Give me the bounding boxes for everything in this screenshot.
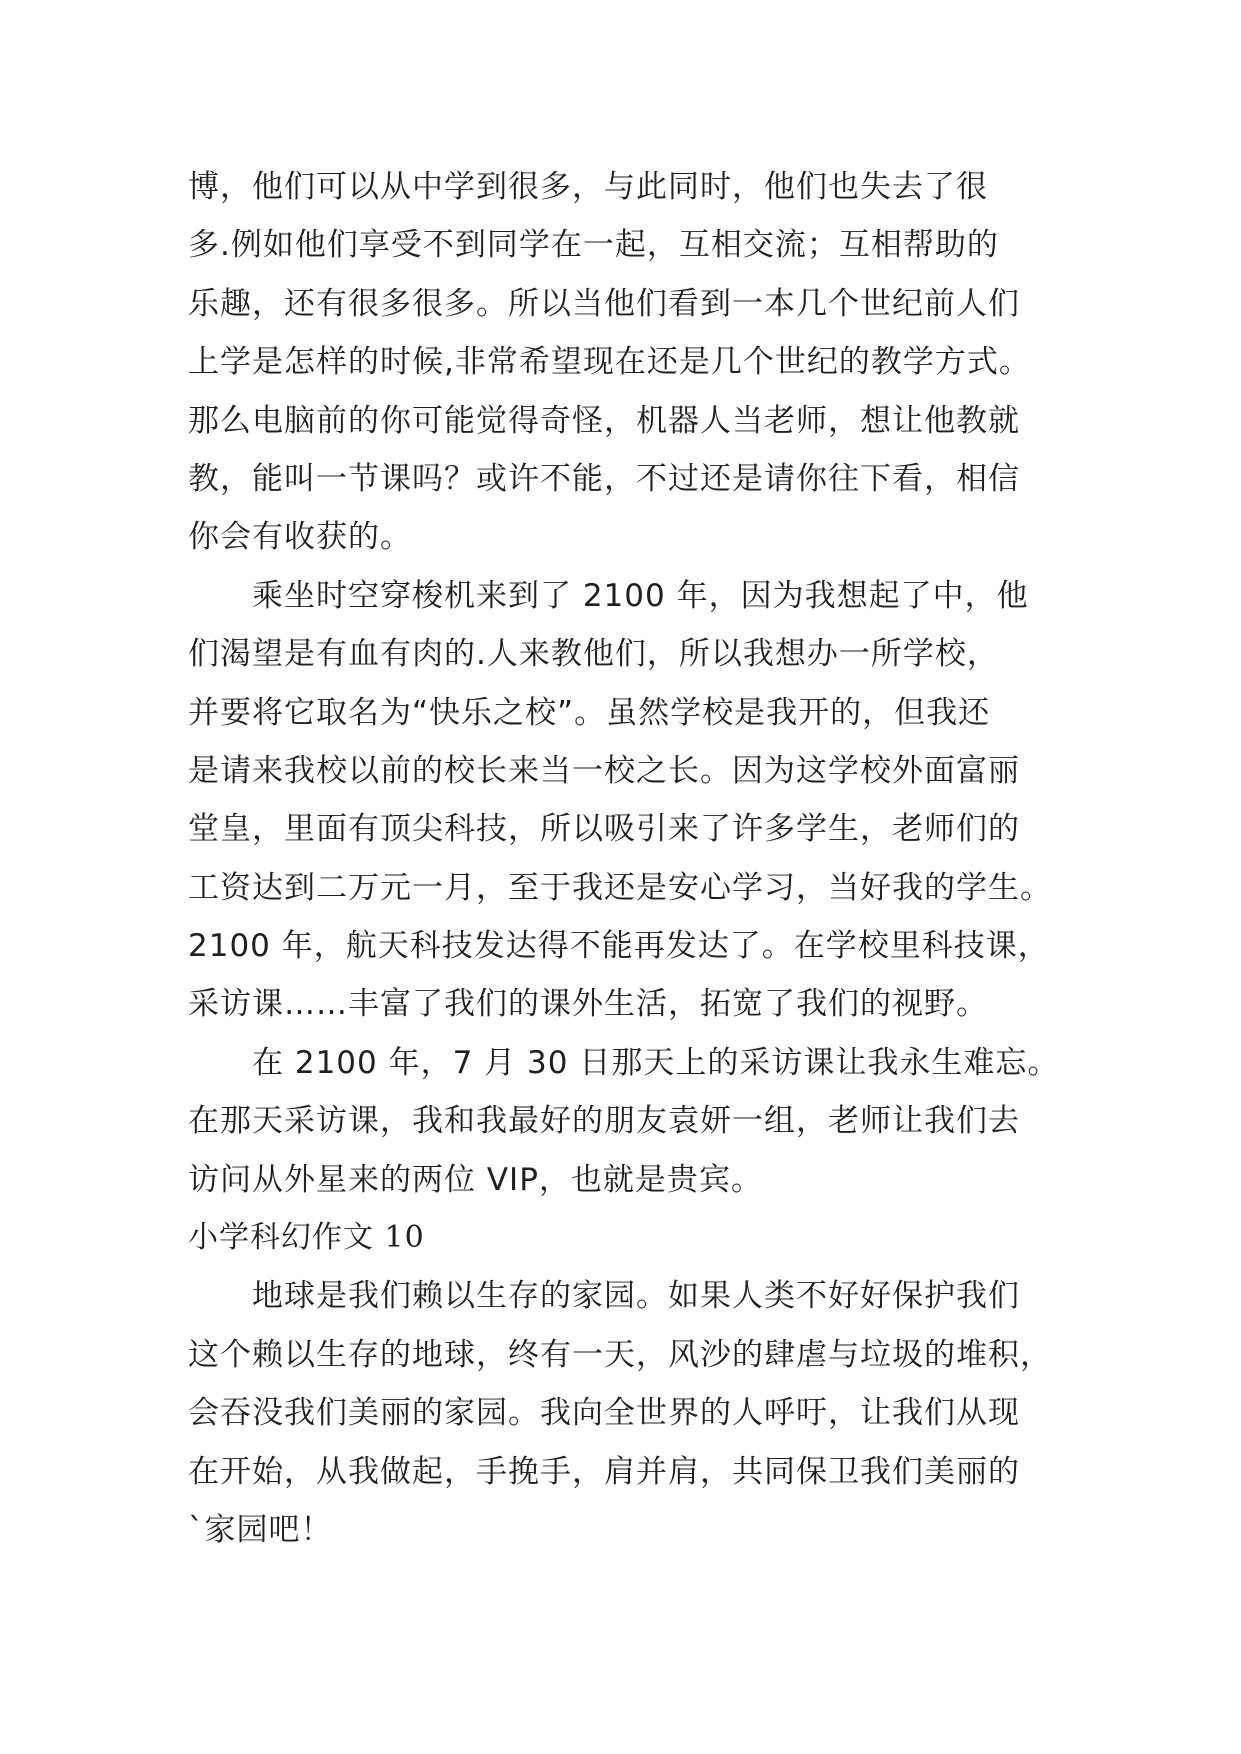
text-line: 访问从外星来的两位 VIP，也就是贵宾。 bbox=[188, 1161, 763, 1198]
text-line: 在开始，从我做起，手挽手，肩并肩，共同保卫我们美丽的 bbox=[188, 1453, 1020, 1490]
text-line: 上学是怎样的时候,非常希望现在还是几个世纪的教学方式。 bbox=[188, 344, 1031, 381]
text-line: 教，能叫一节课吗？或许不能，不过还是请你往下看，相信 bbox=[188, 460, 1020, 497]
paragraph-first-line: 在 2100 年，7 月 30 日那天上的采访课让我永生难忘。 bbox=[252, 1044, 1060, 1081]
section-heading: 小学科幻作文 10 bbox=[188, 1220, 425, 1256]
paragraph-first-line: 地球是我们赖以生存的家园。如果人类不好好保护我们 bbox=[252, 1278, 1020, 1315]
text-line: 在那天采访课，我和我最好的朋友袁妍一组，老师让我们去 bbox=[188, 1103, 1020, 1140]
text-line: 这个赖以生存的地球，终有一天，风沙的肆虐与垃圾的堆积， bbox=[188, 1336, 1052, 1373]
paragraph-first-line: 乘坐时空穿梭机来到了 2100 年，因为我想起了中，他 bbox=[252, 577, 1029, 614]
text-line: 们渴望是有血有肉的.人来教他们，所以我想办一所学校， bbox=[188, 636, 999, 673]
text-line: 会吞没我们美丽的家园。我向全世界的人呼吁，让我们从现 bbox=[188, 1395, 1020, 1432]
text-line: 是请来我校以前的校长来当一校之长。因为这学校外面富丽 bbox=[188, 752, 1020, 789]
text-line: 堂皇，里面有顶尖科技，所以吸引来了许多学生，老师们的 bbox=[188, 811, 1020, 848]
text-line: 乐趣，还有很多很多。所以当他们看到一本几个世纪前人们 bbox=[188, 285, 1020, 322]
text-line: 多.例如他们享受不到同学在一起，互相交流；互相帮助的 bbox=[188, 227, 999, 264]
text-line: 并要将它取名为“快乐之校”。虽然学校是我开的，但我还 bbox=[188, 694, 991, 731]
text-line: 那么电脑前的你可能觉得奇怪，机器人当老师，想让他教就 bbox=[188, 402, 1020, 439]
text-line: 博，他们可以从中学到很多，与此同时，他们也失去了很 bbox=[188, 169, 988, 205]
text-line: 采访课……丰富了我们的课外生活，拓宽了我们的视野。 bbox=[188, 986, 988, 1023]
text-line: `家园吧！ bbox=[188, 1511, 333, 1548]
text-line: 你会有收获的。 bbox=[188, 519, 412, 556]
text-line: 工资达到二万元一月，至于我还是安心学习，当好我的学生。 bbox=[188, 869, 1052, 906]
document-body bbox=[188, 158, 1060, 1559]
text-line: 2100 年，航天科技发达得不能再发达了。在学校里科技课， bbox=[188, 928, 1050, 965]
